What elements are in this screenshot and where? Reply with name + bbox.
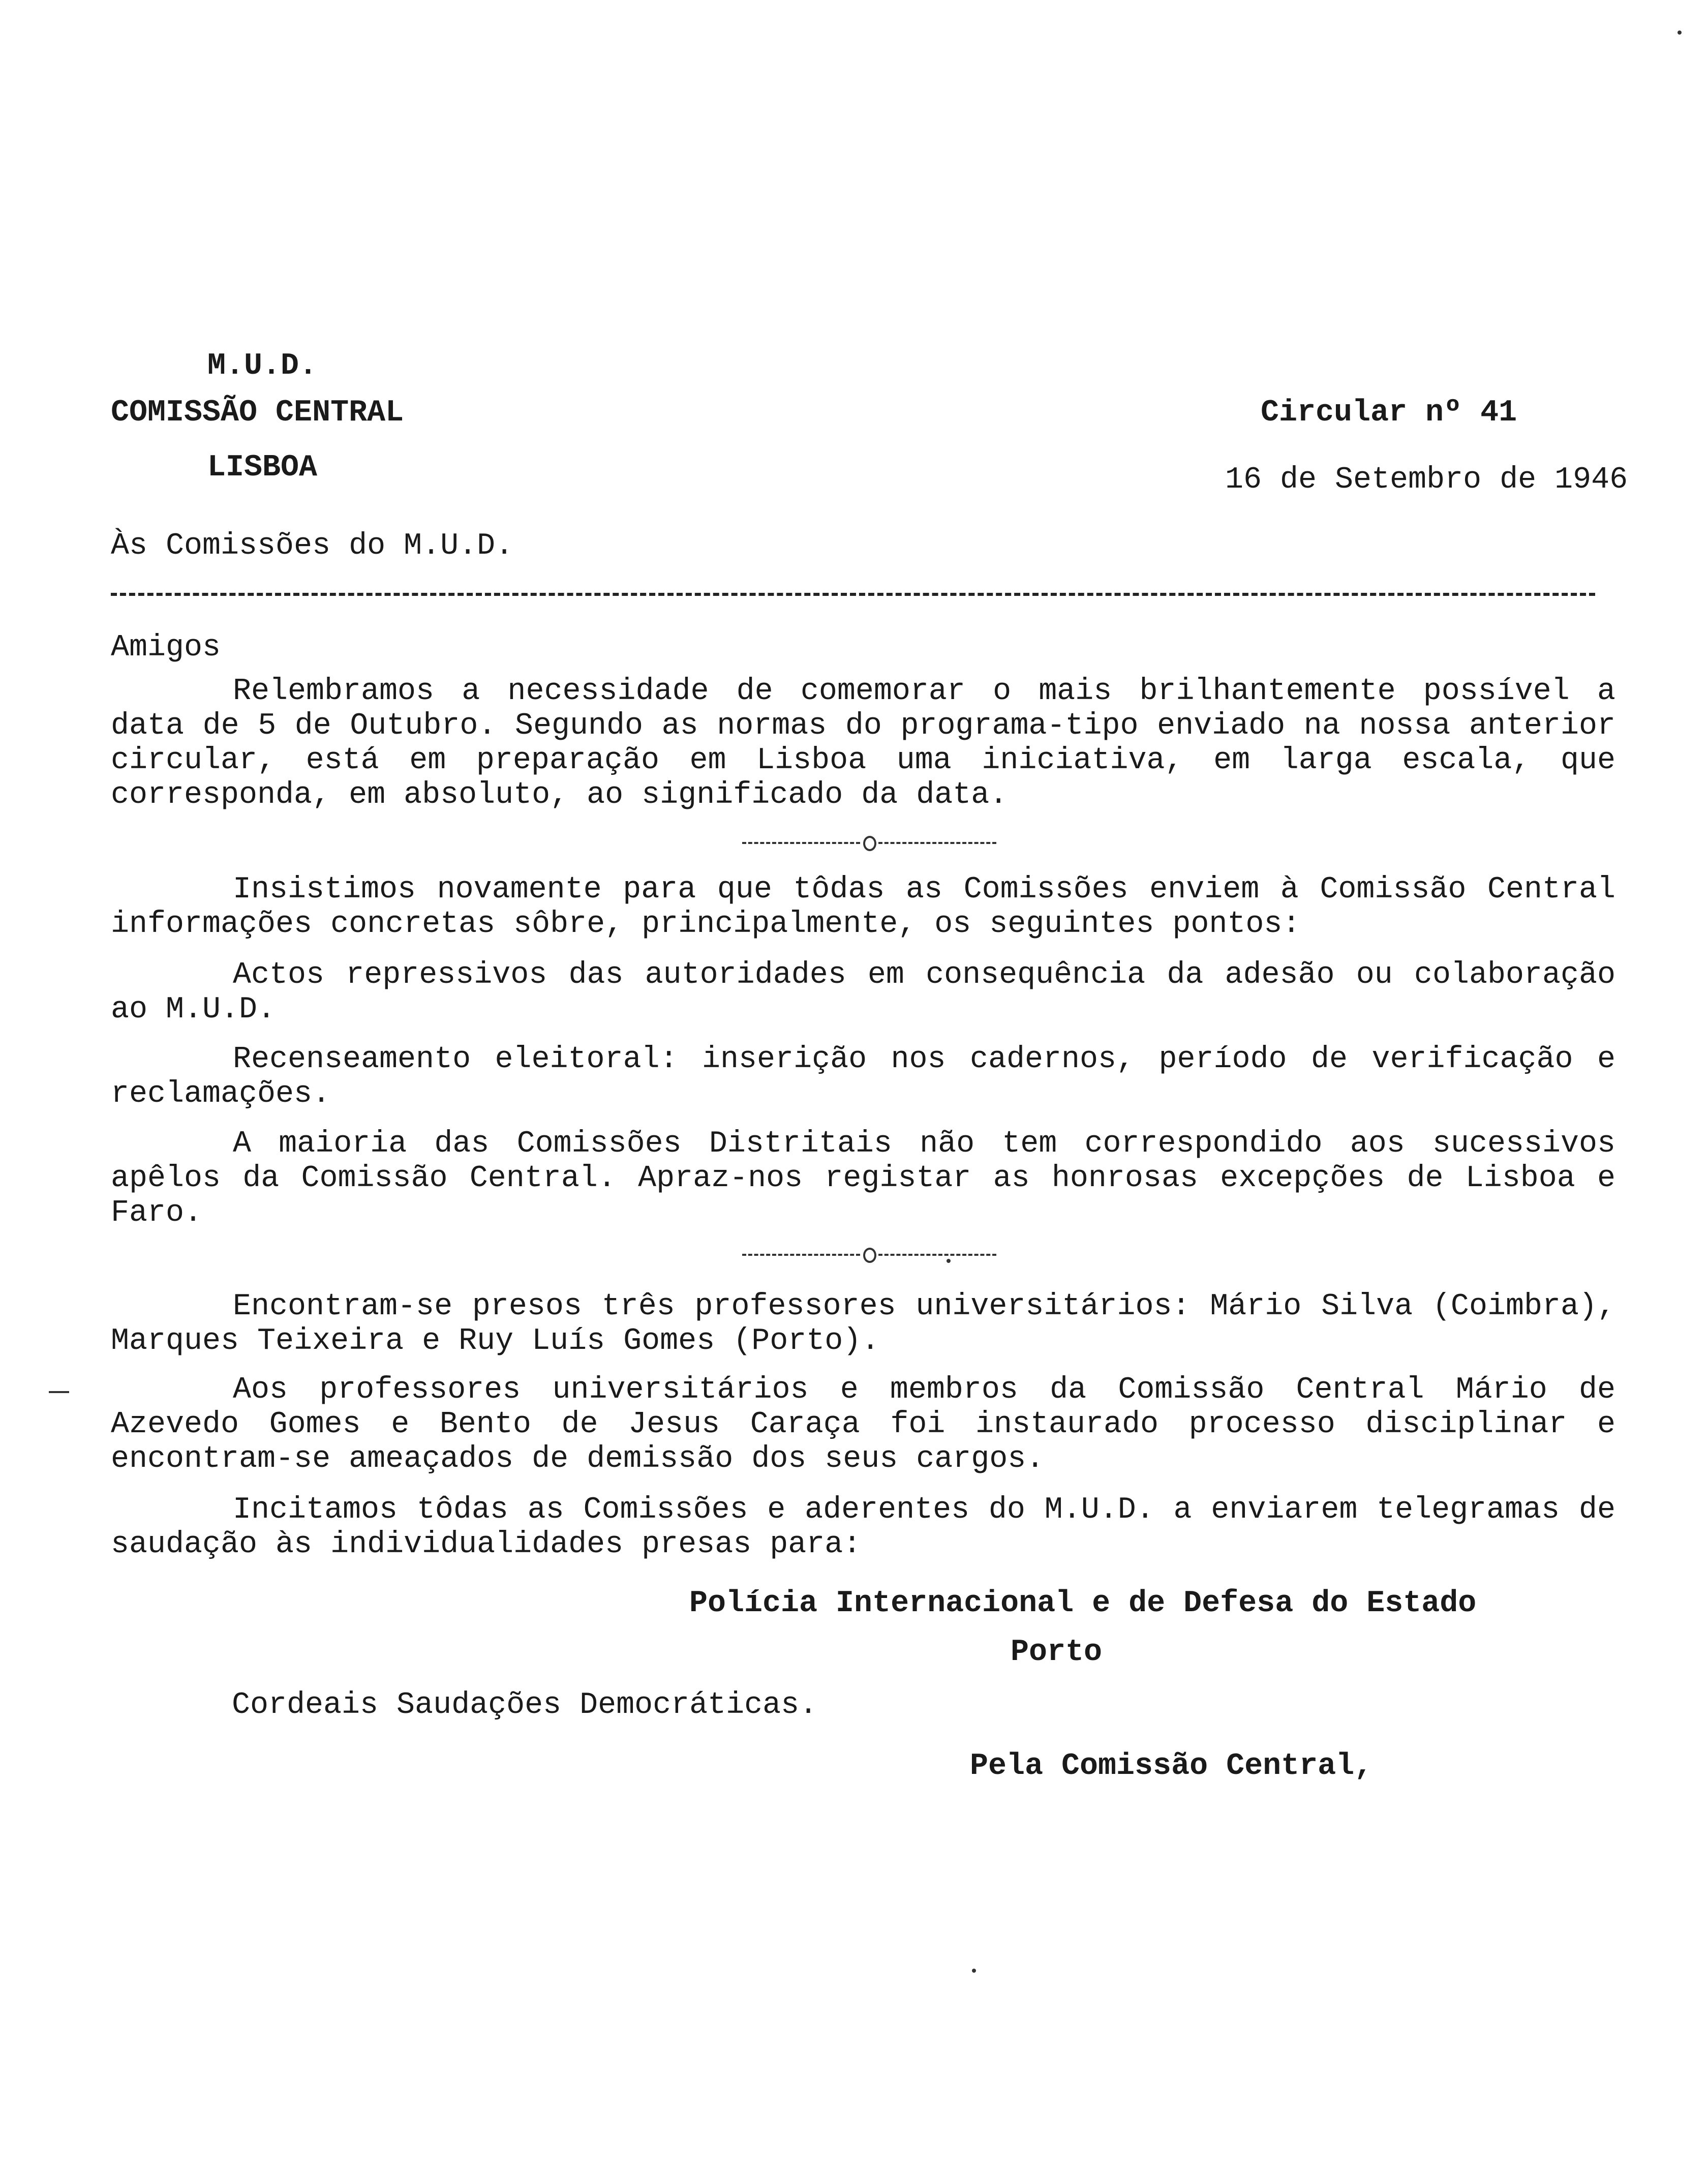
org-name: M.U.D. <box>207 349 318 383</box>
recipient-line: Às Comissões do M.U.D. <box>111 529 514 563</box>
address-line-2: Porto <box>1011 1635 1103 1670</box>
scan-speck <box>1678 31 1682 35</box>
section-separator <box>742 1250 996 1260</box>
paragraph-telegram-call: Incitamos tôdas as Comissões e aderentes do M.U.D. a enviarem telegramas de saudação às individualidades presas para: <box>111 1493 1615 1562</box>
committee-name: COMISSÃO CENTRAL <box>111 396 404 430</box>
document-date: 16 de Setembro de 1946 <box>1225 463 1628 497</box>
signoff-line: Pela Comissão Central, <box>970 1749 1373 1784</box>
paragraph-district-commissions: A maioria das Comissões Distritais não tem correspondido aos sucessivos apêlos da Comissão Central. Apraz-nos registar as honrosas excepções de Lisboa e Faro. <box>111 1127 1615 1230</box>
paragraph-commemoration: Relembramos a necessidade de comemorar o mais brilhantemente possível a data de 5 de Outubro. Segundo as normas do programa-tipo enviado na nossa anterior circular, está em preparação em Lisboa uma iniciativa, em larga escala, que corresponda, em absoluto, ao significado da data. <box>111 674 1615 812</box>
salutation: Amigos <box>111 630 221 665</box>
section-separator <box>742 838 996 848</box>
city-name: LISBOA <box>207 450 318 485</box>
header-divider <box>111 593 1595 596</box>
address-line-1: Polícia Internacional e de Defesa do Estado <box>689 1586 1477 1621</box>
paragraph-arrested-professors: Encontram-se presos três professores universitários: Mário Silva (Coimbra), Marques Teixeira e Ruy Luís Gomes (Porto). <box>111 1289 1615 1359</box>
circular-number: Circular nº 41 <box>1261 396 1517 430</box>
margin-mark <box>49 1391 69 1393</box>
closing-greeting: Cordeais Saudações Democráticas. <box>232 1688 818 1723</box>
scan-speck <box>947 1259 951 1263</box>
paragraph-disciplinary-process: Aos professores universitários e membros da Comissão Central Mário de Azevedo Gomes e Bento de Jesus Caraça foi instaurado processo disciplinar e encontram-se ameaçados de demissão dos seus cargos. <box>111 1373 1615 1476</box>
paragraph-repressive-acts: Actos repressivos das autoridades em consequência da adesão ou colaboração ao M.U.D. <box>111 958 1615 1027</box>
paragraph-information-request: Insistimos novamente para que tôdas as Comissões enviem à Comissão Central informações concretas sôbre, principalmente, os seguintes pontos: <box>111 872 1615 942</box>
paragraph-electoral-census: Recenseamento eleitoral: inserição nos cadernos, período de verificação e reclamações. <box>111 1042 1615 1111</box>
scan-speck <box>972 1969 976 1973</box>
